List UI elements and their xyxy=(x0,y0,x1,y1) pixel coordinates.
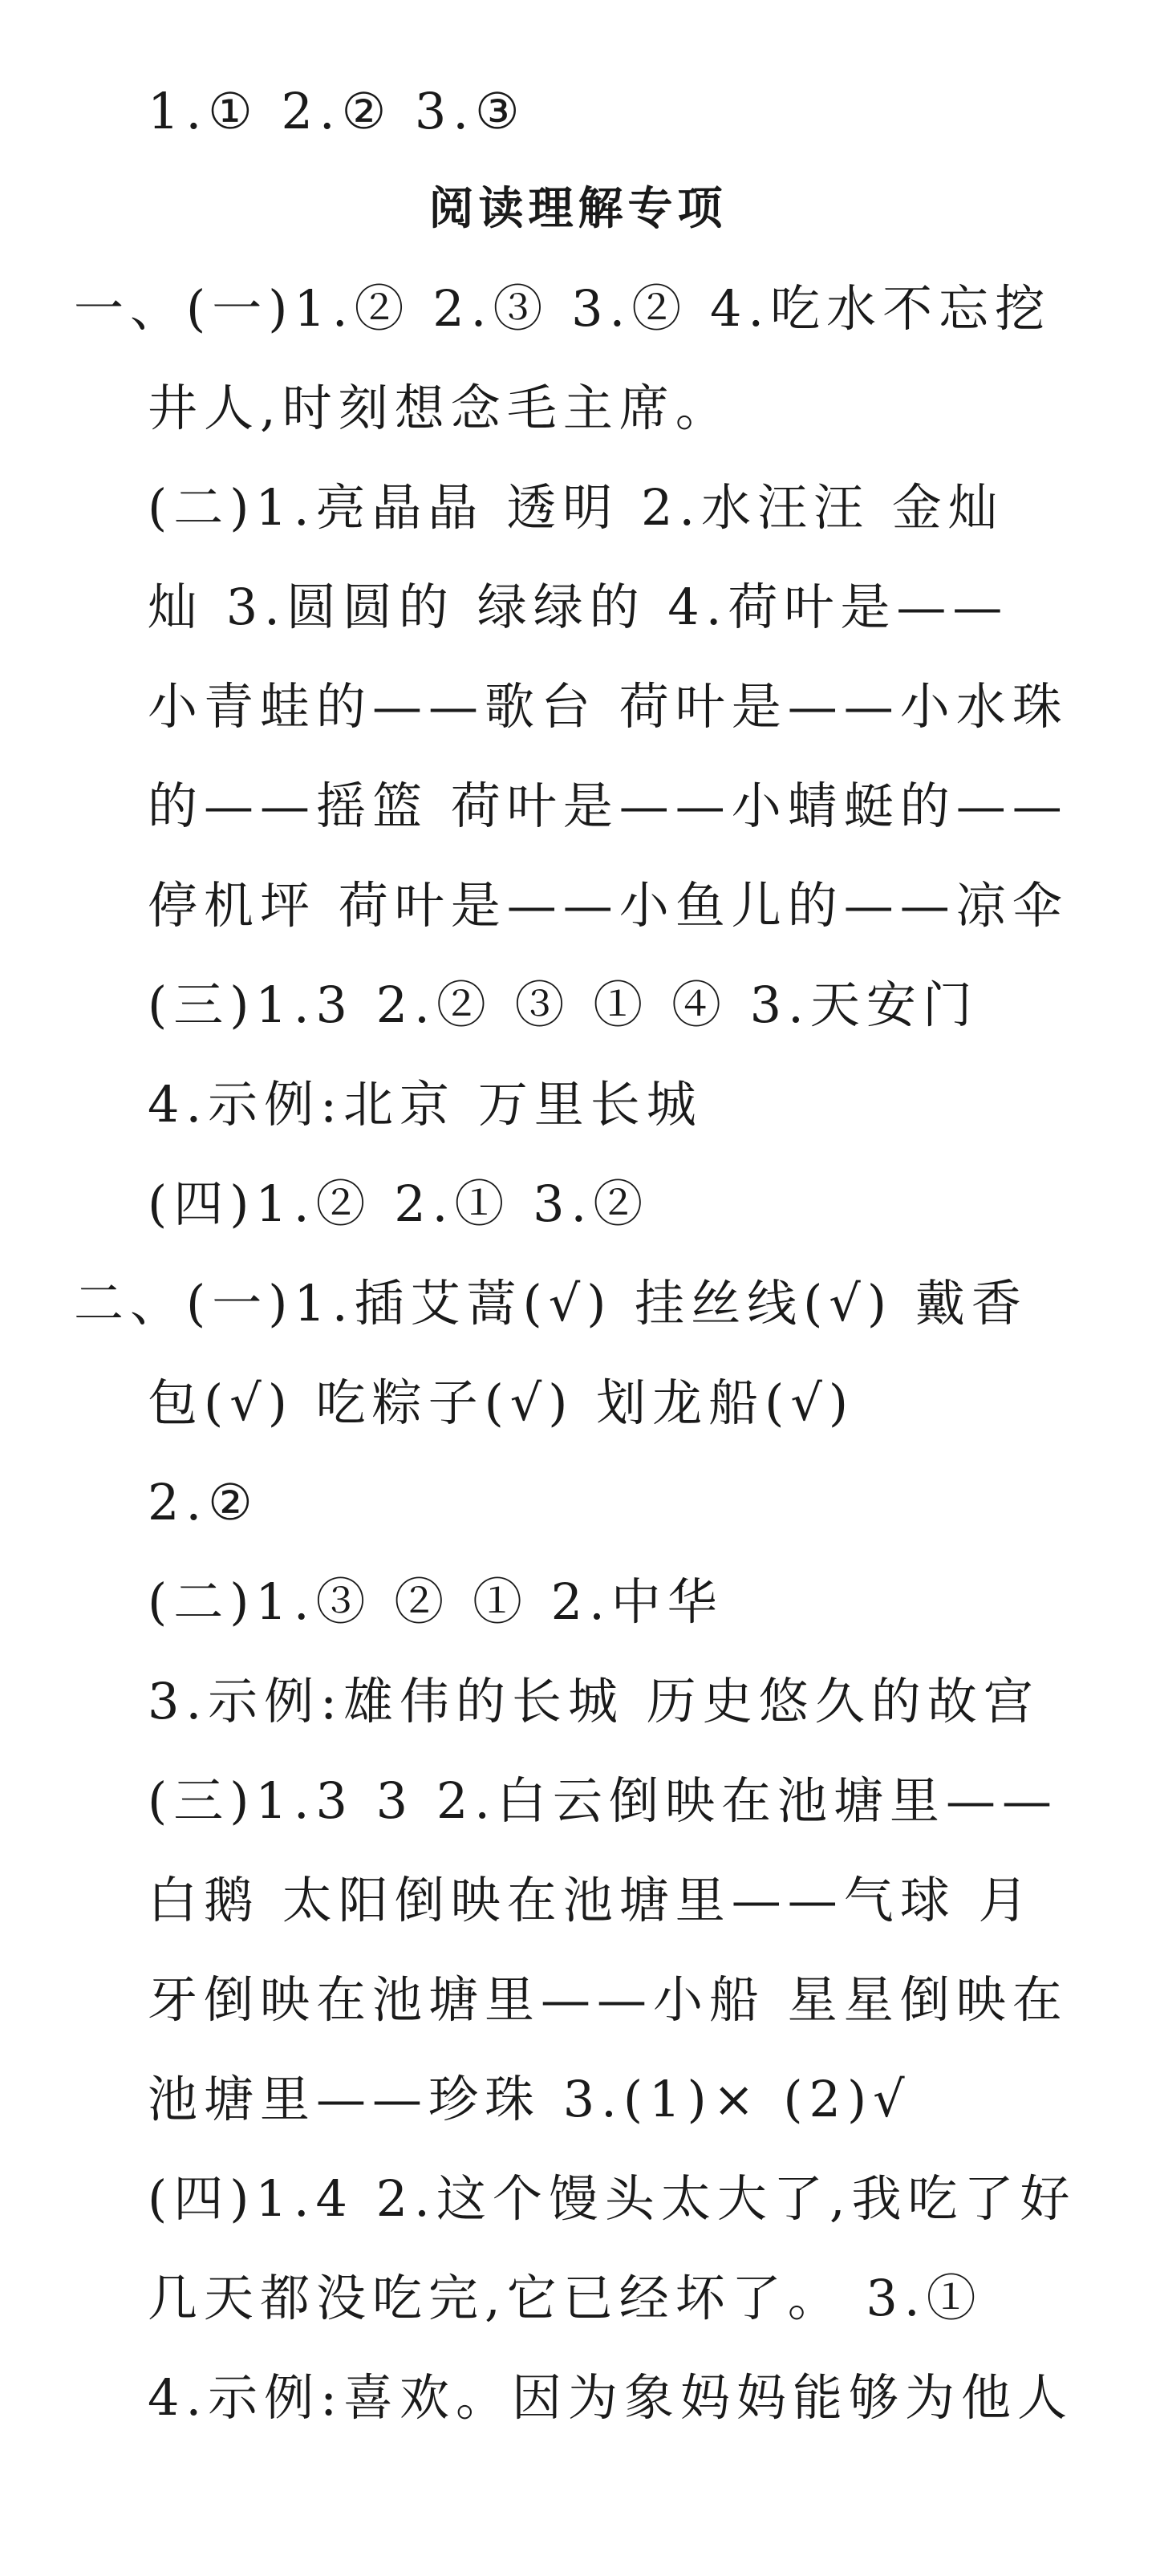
answer-line-underlined: 几天都没吃完,它已经坏了。 3.① xyxy=(148,2269,983,2327)
answer-line: 1.① 2.② 3.③ xyxy=(148,82,526,140)
section-title: 阅读理解专项 xyxy=(428,183,728,235)
answer-line: 包(√) 吃粽子(√) 划龙船(√) xyxy=(148,1373,855,1432)
answer-line: 一、(一)1.② 2.③ 3.② 4.吃水不忘挖 xyxy=(74,279,1052,338)
answer-line: (二)1.③ ② ① 2.中华 xyxy=(148,1572,724,1631)
answer-line: 3.示例:雄伟的长城 历史悠久的故宫 xyxy=(148,1672,1040,1730)
answer-line: 池塘里——珍珠 3.(1)× (2)√ xyxy=(148,2070,911,2128)
answer-line: 井人,时刻想念毛主席。 xyxy=(148,379,732,437)
answer-line: (四)1.② 2.① 3.② xyxy=(148,1174,650,1233)
answer-line: 2.② xyxy=(148,1473,259,1531)
answer-line: 的——摇篮 荷叶是——小蜻蜓的—— xyxy=(148,777,1069,835)
answer-line: 4.示例:北京 万里长城 xyxy=(148,1075,703,1134)
answer-line: 4.示例:喜欢。因为象妈妈能够为他人 xyxy=(148,2368,1074,2427)
answer-line: (三)1.3 2.② ③ ① ④ 3.天安门 xyxy=(148,976,979,1034)
answer-line: (二)1.亮晶晶 透明 2.水汪汪 金灿 xyxy=(148,478,1004,537)
answer-line: 停机坪 荷叶是——小鱼儿的——凉伞 xyxy=(148,876,1069,935)
answer-line: 牙倒映在池塘里——小船 星星倒映在 xyxy=(148,1970,1069,2029)
answer-line: 二、(一)1.插艾蒿(√) 挂丝线(√) 戴香 xyxy=(74,1274,1028,1333)
answer-line: (三)1.3 3 2.白云倒映在池塘里—— xyxy=(148,1771,1058,1830)
answer-line: 白鹅 太阳倒映在池塘里——气球 月 xyxy=(148,1871,1035,1929)
answer-line: 小青蛙的——歌台 荷叶是——小水珠 xyxy=(148,677,1069,736)
answer-line-underlined: (四)1.4 2.这个馒头太大了,我吃了好 xyxy=(148,2169,1077,2228)
answer-line: 灿 3.圆圆的 绿绿的 4.荷叶是—— xyxy=(148,578,1009,636)
